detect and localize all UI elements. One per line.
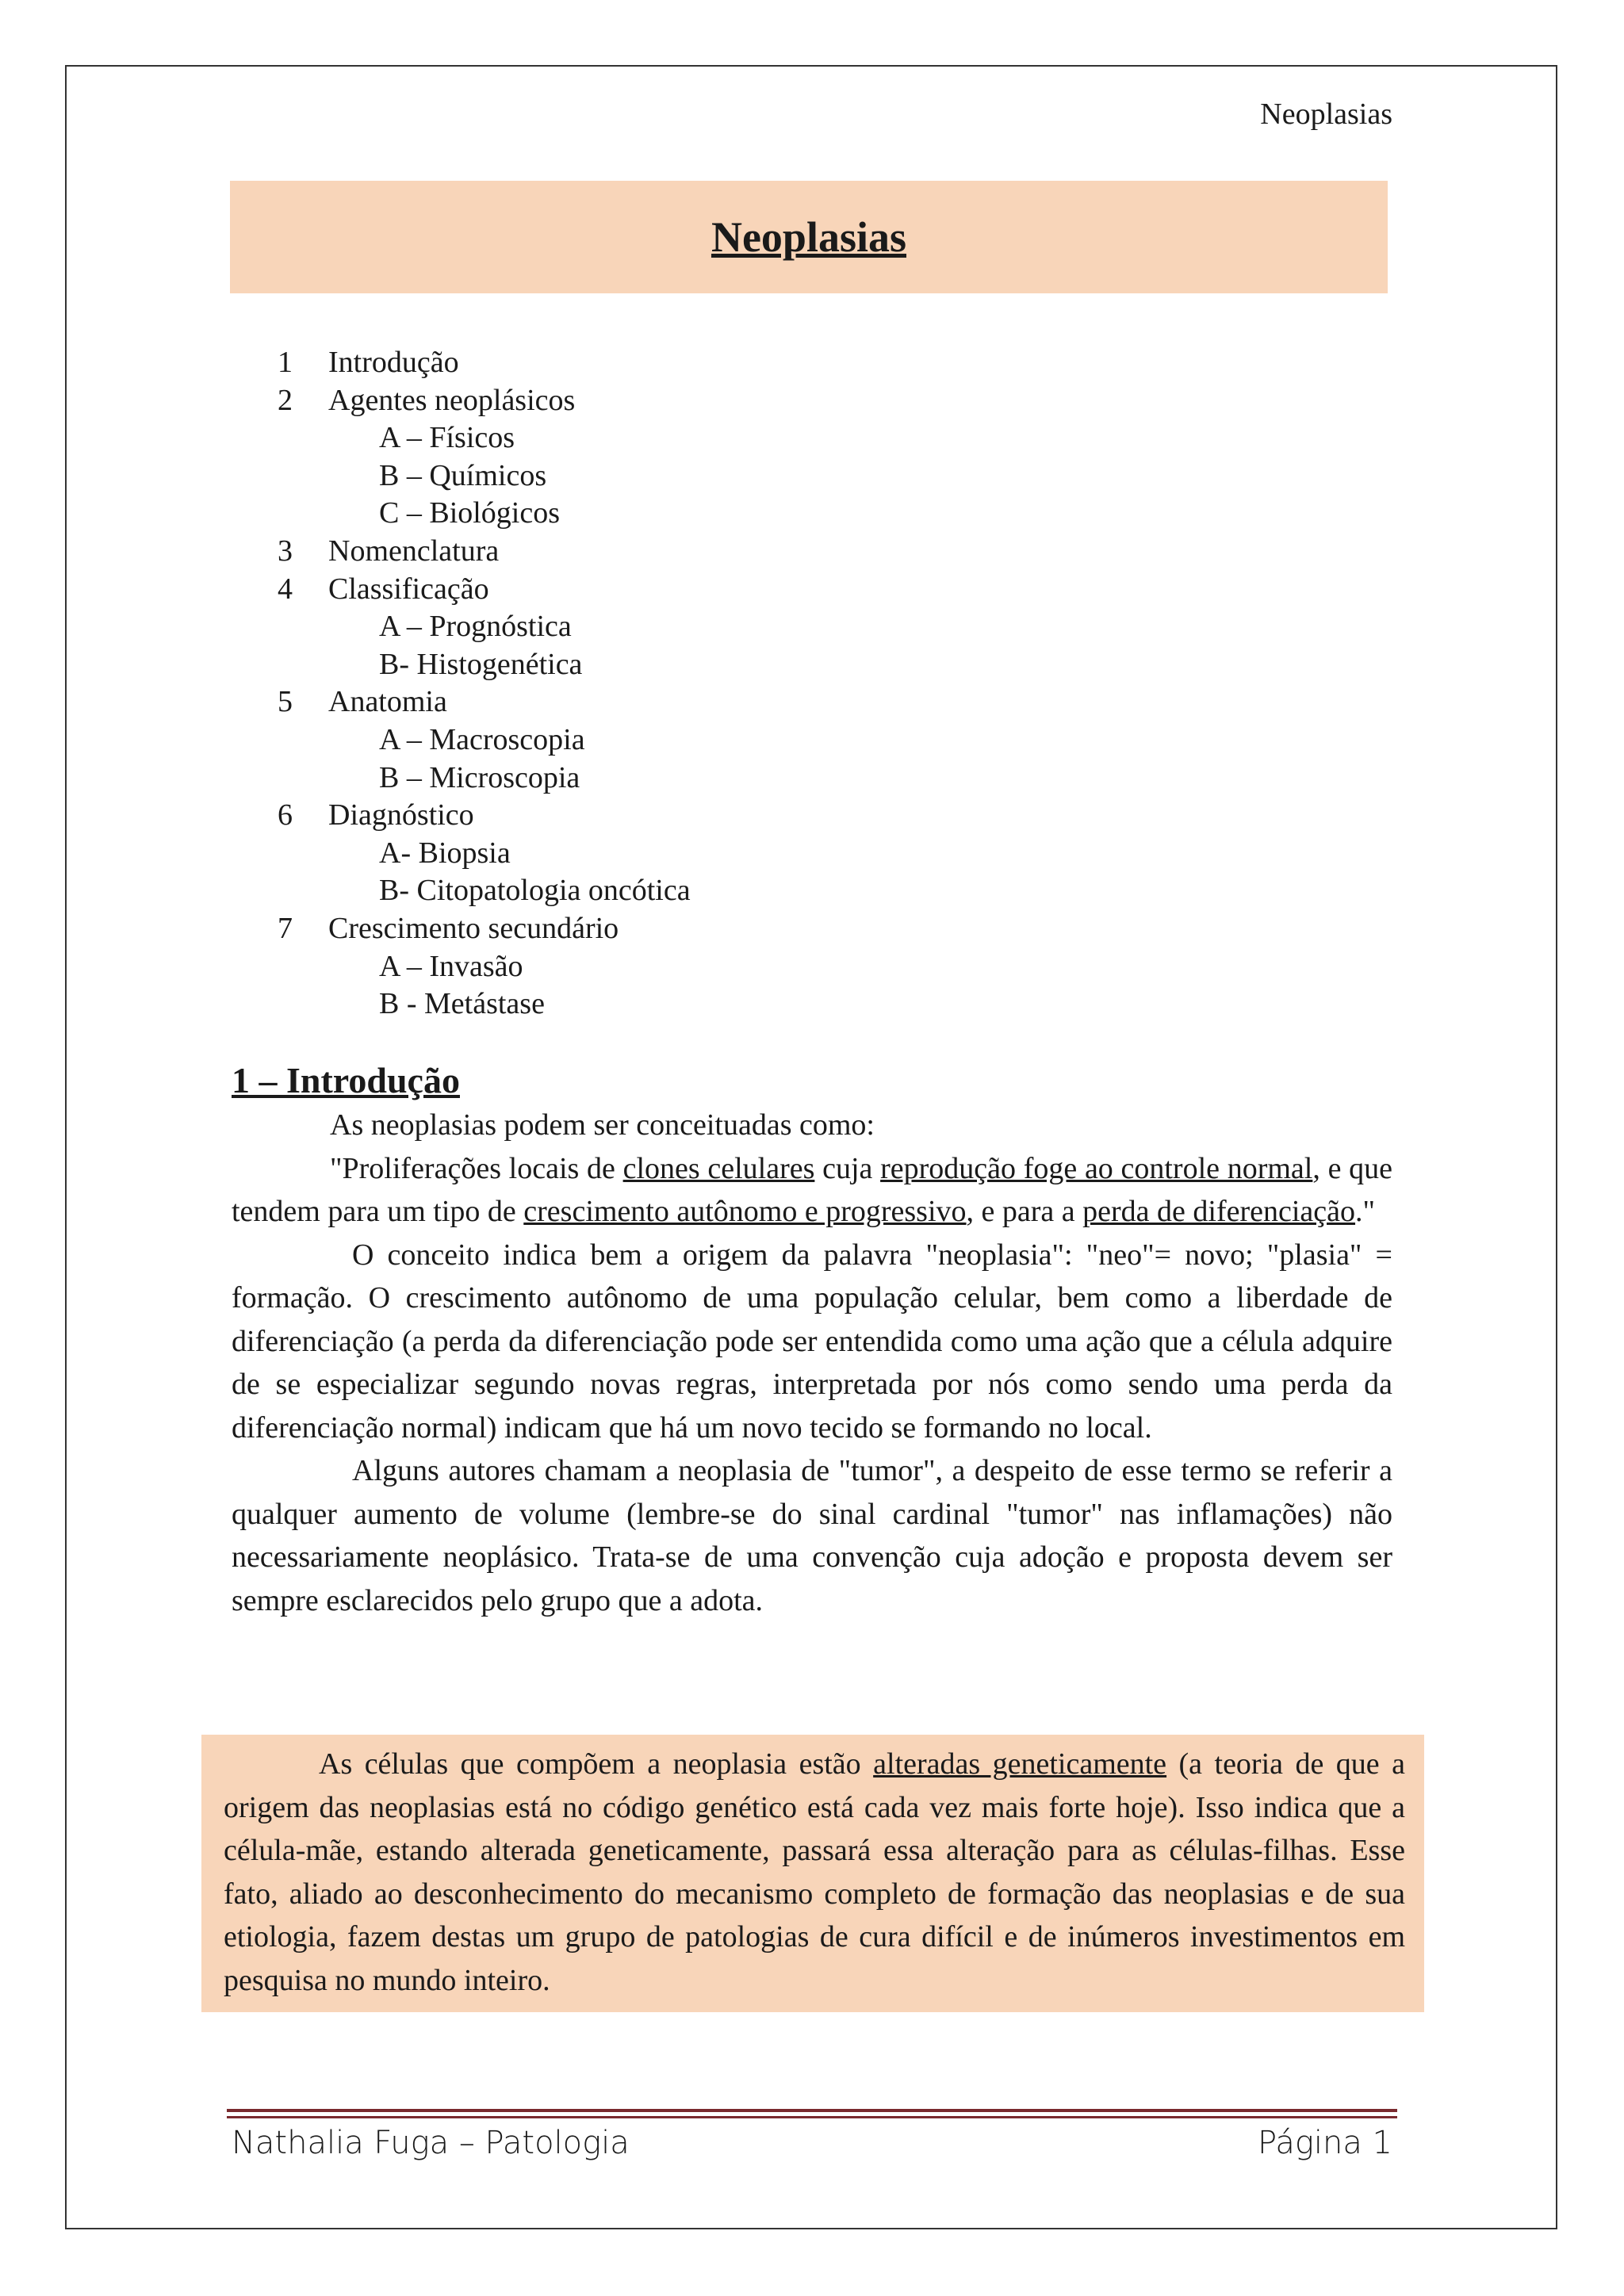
quote-text: , e para a bbox=[966, 1195, 1083, 1228]
toc-label: Classificação bbox=[328, 572, 489, 606]
toc-label: Introdução bbox=[328, 346, 459, 379]
toc-sublabel: A – Físicos bbox=[379, 421, 515, 455]
toc-number: 2 bbox=[278, 383, 293, 417]
toc-number: 3 bbox=[278, 534, 293, 568]
toc-sublabel: A – Macroscopia bbox=[379, 722, 585, 756]
toc-sublabel: B - Metástase bbox=[379, 987, 545, 1021]
toc-number: 7 bbox=[278, 911, 293, 945]
toc-sublabel: A- Biopsia bbox=[379, 836, 511, 870]
toc-subitem bbox=[278, 495, 691, 533]
toc-subitem bbox=[278, 608, 691, 646]
toc-label: Crescimento secundário bbox=[328, 911, 619, 945]
quote-text: ." bbox=[1355, 1195, 1376, 1228]
toc-sublabel: C – Biológicos bbox=[379, 496, 561, 530]
toc-label: Anatomia bbox=[328, 685, 447, 719]
highlight-text: (a teoria de que a origem das neoplasias está no código genético está cada vez mais forte hoje). Isso indica que a célula-mãe, estando alterada geneticamente, passará essa alteração para as células-filhas. Esse fato, aliado ao desconhecimento do mecanismo completo de formação das neoplasias e de sua etiologia, fazem destas um grupo de patologias de cura difícil e de inúmeros investimentos em pesquisa no mundo inteiro. bbox=[224, 1747, 1405, 1997]
quote-text: "Proliferações locais de bbox=[330, 1151, 623, 1185]
quote-underline: reprodução foge ao controle normal bbox=[880, 1151, 1313, 1185]
toc-sublabel: B- Histogenética bbox=[379, 647, 583, 681]
toc-subitem bbox=[278, 457, 691, 496]
toc-sublabel: A – Invasão bbox=[379, 949, 523, 983]
toc-item bbox=[278, 344, 691, 382]
toc-sublabel: B – Microscopia bbox=[379, 760, 580, 794]
footer-page-number: Página 1 bbox=[1258, 2125, 1392, 2161]
table-of-contents bbox=[278, 344, 691, 1024]
toc-number: 1 bbox=[278, 346, 293, 379]
highlight-paragraph bbox=[224, 1743, 1405, 2002]
toc-item bbox=[278, 910, 691, 948]
toc-subitem bbox=[278, 948, 691, 986]
toc-subitem bbox=[278, 721, 691, 760]
toc-item bbox=[278, 533, 691, 571]
toc-number: 6 bbox=[278, 798, 293, 832]
intro-paragraph: As neoplasias podem ser conceituadas como: bbox=[330, 1108, 875, 1142]
quote-underline: perda de diferenciação bbox=[1082, 1195, 1356, 1228]
toc-label: Diagnóstico bbox=[328, 798, 474, 832]
toc-sublabel: A – Prognóstica bbox=[379, 610, 572, 644]
toc-number: 4 bbox=[278, 572, 293, 606]
quote-text: cuja bbox=[814, 1151, 881, 1185]
toc-subitem bbox=[278, 760, 691, 798]
quote-underline: clones celulares bbox=[622, 1151, 815, 1185]
page-title: Neoplasias bbox=[710, 213, 907, 261]
footer-author: Nathalia Fuga – Patologia bbox=[232, 2125, 630, 2161]
introduction-body bbox=[232, 1104, 1392, 1622]
toc-label: Nomenclatura bbox=[328, 534, 500, 568]
toc-item bbox=[278, 571, 691, 609]
highlight-text: As células que compõem a neoplasia estão bbox=[319, 1747, 874, 1781]
toc-subitem bbox=[278, 419, 691, 457]
definition-quote bbox=[232, 1147, 1392, 1234]
quote-text: , e que tendem para um tipo de bbox=[232, 1151, 1392, 1228]
toc-subitem bbox=[278, 646, 691, 684]
title-banner bbox=[230, 181, 1388, 293]
toc-item bbox=[278, 683, 691, 721]
toc-sublabel: B- Citopatologia oncótica bbox=[379, 874, 691, 908]
toc-item bbox=[278, 797, 691, 835]
section-heading-introduction: 1 – Introdução bbox=[232, 1060, 460, 1100]
quote-underline: crescimento autônomo e progressivo bbox=[523, 1195, 967, 1228]
etymology-paragraph: O conceito indica bem a origem da palavra "neoplasia": "neo"= novo; "plasia" = formação. O crescimento autônomo de uma população celular, bem como a liberdade de diferenciação (a perda da diferenciação pode ser entendida como uma ação que a célula adquire de se especializar segundo novas regras, interpretada por nós como sendo uma perda da diferenciação normal) indicam que há um novo tecido se formando no local. bbox=[232, 1238, 1392, 1445]
footer-rule bbox=[227, 2109, 1397, 2118]
tumor-paragraph: Alguns autores chamam a neoplasia de "tumor", a despeito de esse termo se referir a qualquer aumento de volume (lembre-se do sinal cardinal "tumor" nas inflamações) não necessariamente neoplásico. Trata-se de uma convenção cuja adoção e proposta devem ser sempre esclarecidos pelo grupo que a adota. bbox=[232, 1454, 1392, 1617]
toc-label: Agentes neoplásicos bbox=[328, 383, 576, 417]
toc-item bbox=[278, 382, 691, 420]
toc-subitem bbox=[278, 835, 691, 873]
highlight-box bbox=[201, 1735, 1424, 2012]
highlight-underline: alteradas geneticamente bbox=[873, 1747, 1167, 1781]
toc-subitem bbox=[278, 985, 691, 1024]
toc-subitem bbox=[278, 872, 691, 910]
toc-number: 5 bbox=[278, 685, 293, 719]
toc-sublabel: B – Químicos bbox=[379, 458, 547, 492]
running-header: Neoplasias bbox=[1260, 98, 1392, 131]
